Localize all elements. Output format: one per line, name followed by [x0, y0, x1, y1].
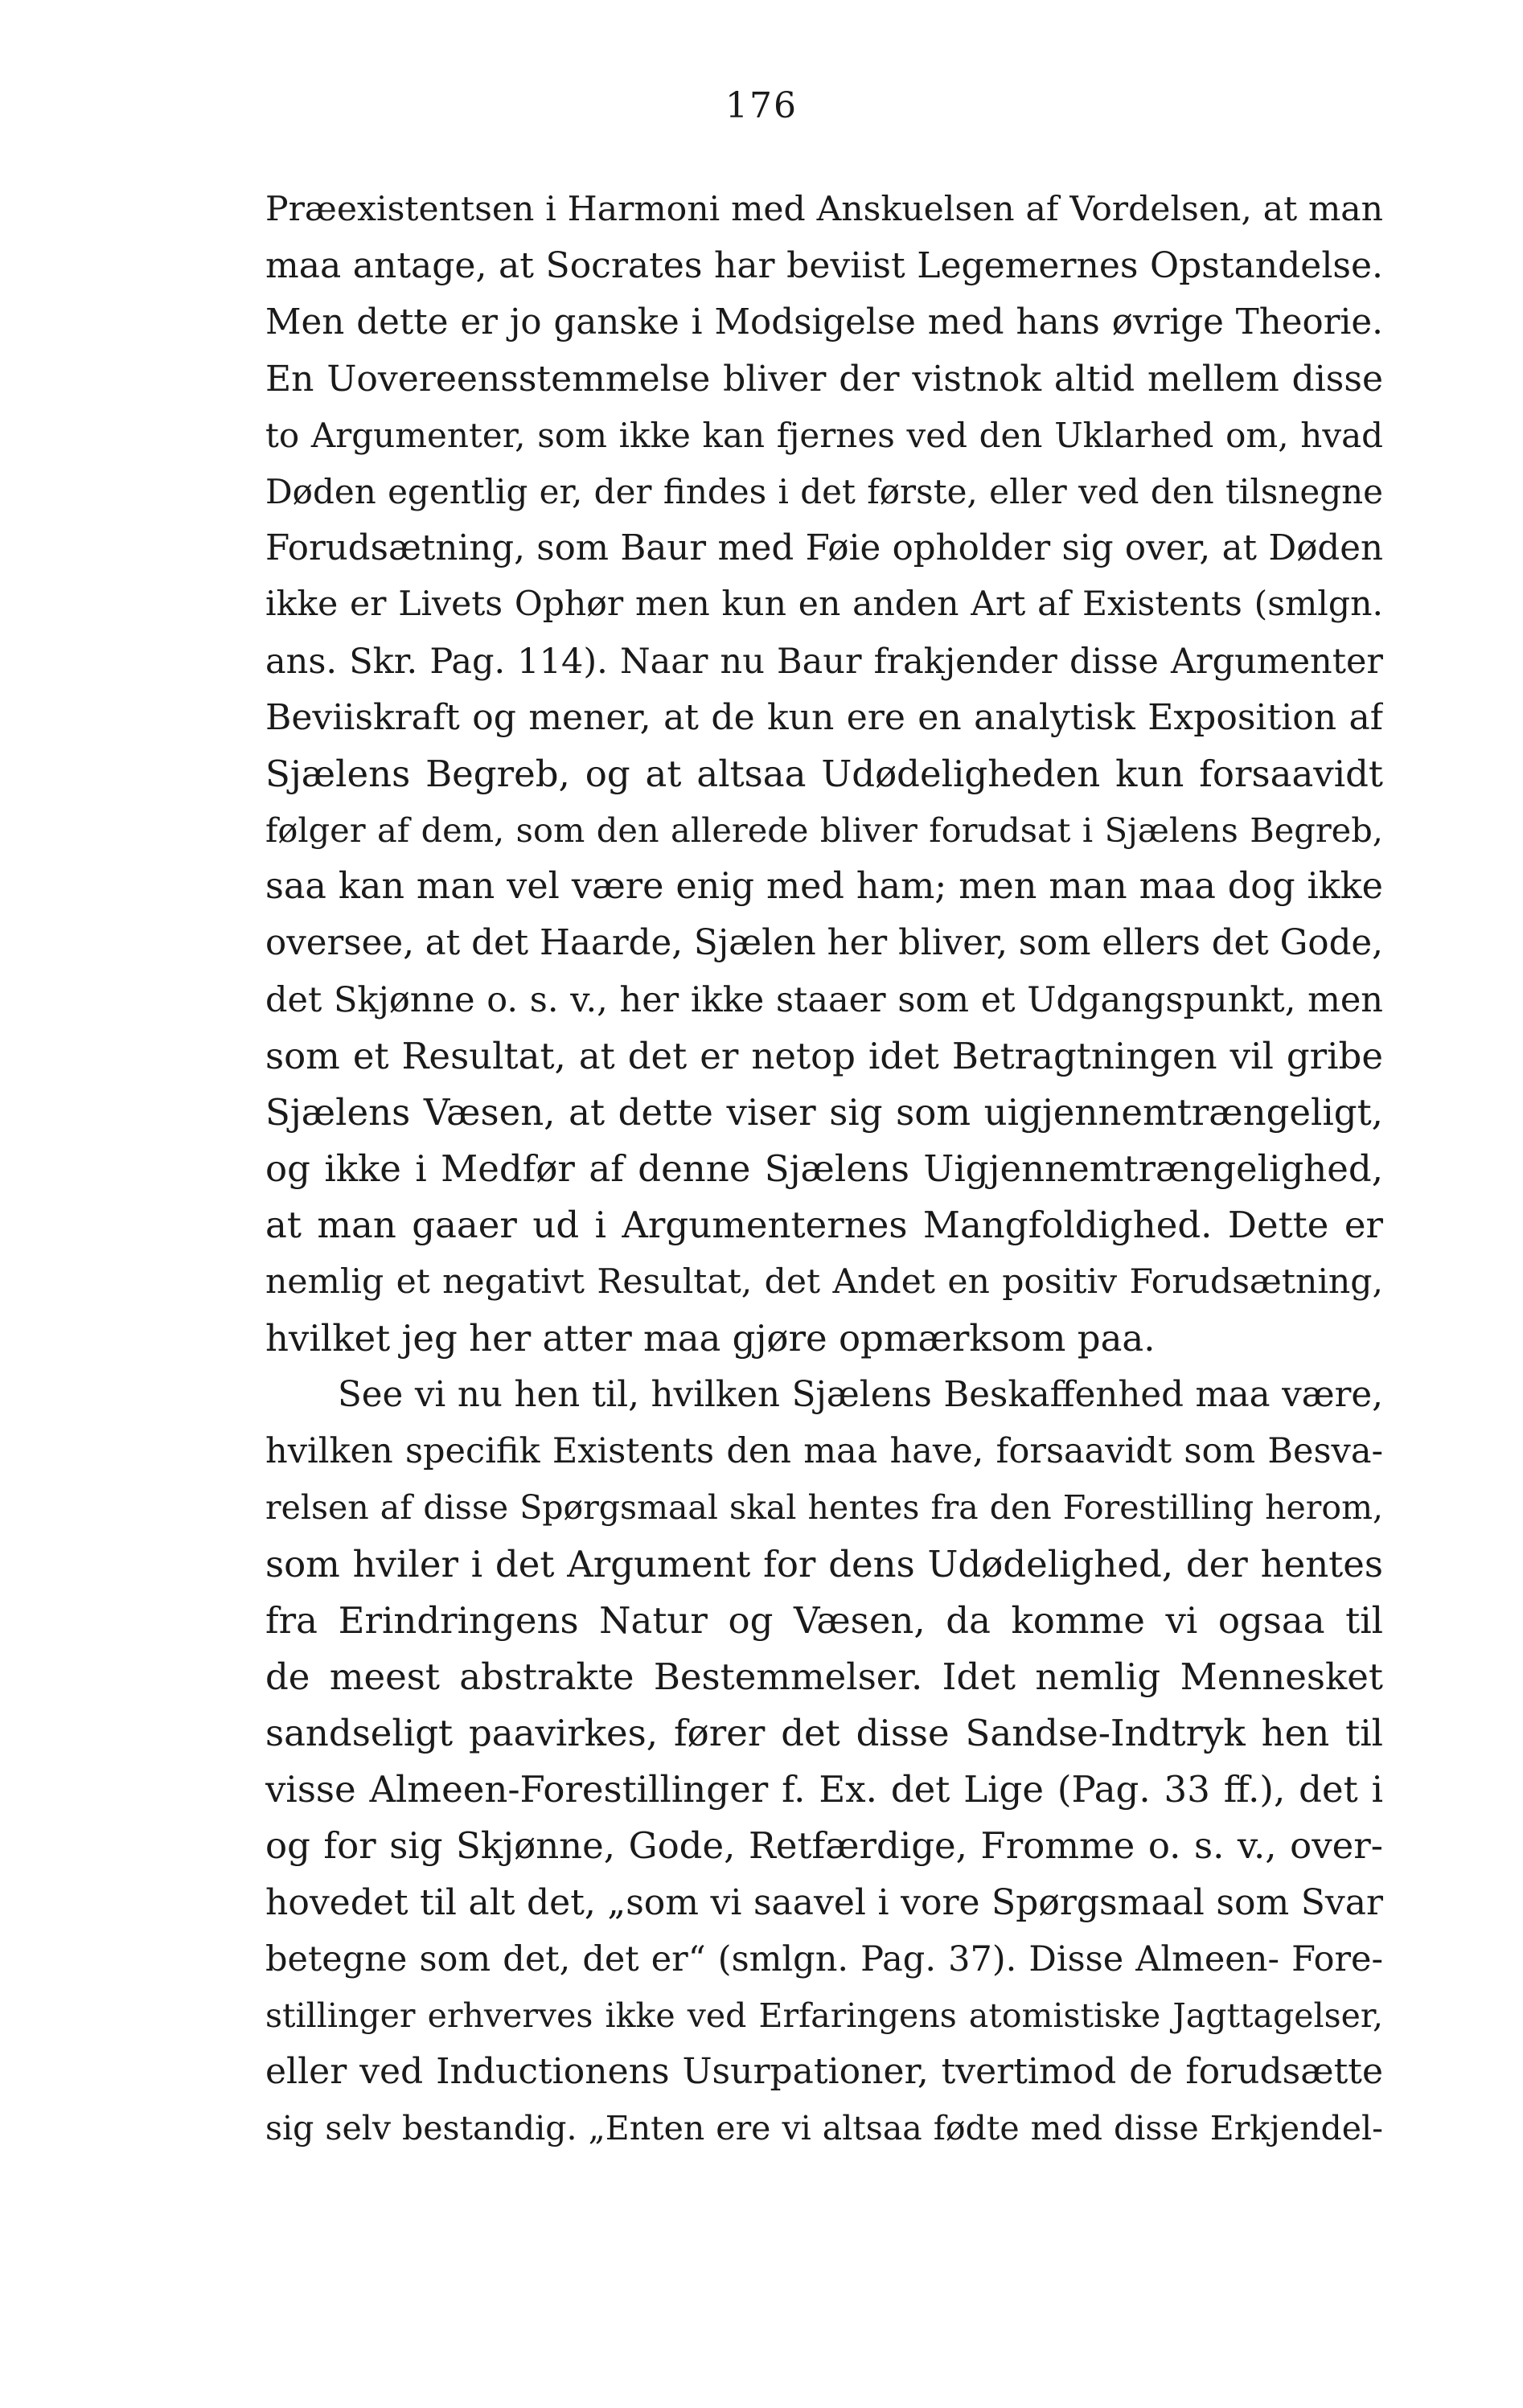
text-line: Beviiskraft og mener, at de kun ere en analytisk Exposition af: [265, 696, 1383, 738]
text-line: En Uovereensstemmelse bliver der vistnok altid mellem disse: [265, 358, 1383, 400]
text-line: hvilken specifik Existents den maa have, forsaavidt som Besva-: [265, 1431, 1383, 1472]
text-line: ans. Skr. Pag. 114). Naar nu Baur frakjender disse Argumenter: [265, 641, 1383, 682]
text-line: følger af dem, som den allerede bliver forudsat i Sjælens Begreb,: [265, 810, 1383, 851]
text-line: at man gaaer ud i Argumenternes Mangfoldighed. Dette er: [265, 1204, 1383, 1247]
text-line: Præexistentsen i Harmoni med Anskuelsen af Vordelsen, at man: [265, 190, 1383, 229]
text-line: Sjælens Væsen, at dette viser sig som uigjennemtrængeligt,: [265, 1091, 1383, 1134]
text-line: visse Almeen-Forestillinger f. Ex. det Lige (Pag. 33 ff.), det i: [265, 1768, 1383, 1811]
text-line: sig selv bestandig. „Enten ere vi altsaa fødte med disse Erkjendel-: [265, 2109, 1383, 2148]
text-line: Sjælens Begreb, og at altsaa Udødeligheden kun forsaavidt: [265, 752, 1383, 795]
text-line: nemlig et negativt Resultat, det Andet en positiv Forudsætning,: [265, 1261, 1383, 1302]
text-line: og ikke i Medfør af denne Sjælens Uigjennemtrængelighed,: [265, 1147, 1383, 1191]
text-line: Men dette er jo ganske i Modsigelse med hans øvrige Theorie.: [265, 302, 1383, 343]
body-text: [265, 182, 1383, 2157]
text-line: maa antage, at Socrates har beviist Legemernes Opstandelse.: [265, 245, 1383, 287]
text-line: fra Erindringens Natur og Væsen, da komme vi ogsaa til: [265, 1598, 1383, 1642]
text-line: Forudsætning, som Baur med Føie opholder sig over, at Døden: [265, 528, 1383, 569]
text-line: relsen af disse Spørgsmaal skal hentes fra den Forestilling herom,: [265, 1488, 1383, 1528]
text-line: Døden egentlig er, der findes i det første, eller ved den tilsnegne: [265, 471, 1383, 511]
paragraph-start-line: See vi nu hen til, hvilken Sjælens Beskaffenhed maa være,: [338, 1374, 1383, 1415]
paragraph-end-line: hvilket jeg her atter maa gjøre opmærksom paa.: [265, 1316, 1156, 1360]
text-line: de meest abstrakte Bestemmelser. Idet nemlig Mennesket: [265, 1655, 1383, 1698]
text-line: ikke er Livets Ophør men kun en anden Art af Existents (smlgn.: [265, 585, 1383, 625]
text-line: som hviler i det Argument for dens Udødelighed, der hentes: [265, 1542, 1383, 1586]
page-number: 176: [725, 85, 798, 126]
text-line: stillinger erhverves ikke ved Erfaringens atomistiske Jagttagelser,: [265, 1996, 1383, 2035]
text-line: som et Resultat, at det er netop idet Betragtningen vil gribe: [265, 1034, 1383, 1077]
text-line: og for sig Skjønne, Gode, Retfærdige, Fromme o. s. v., over-: [265, 1824, 1383, 1868]
text-line: saa kan man vel være enig med ham; men man maa dog ikke: [265, 866, 1383, 908]
text-line: oversee, at det Haarde, Sjælen her bliver, som ellers det Gode,: [265, 923, 1383, 964]
text-line: sandseligt paavirkes, fører det disse Sandse-Indtryk hen til: [265, 1712, 1383, 1755]
text-line: to Argumenter, som ikke kan fjernes ved den Uklarhed om, hvad: [265, 415, 1383, 455]
text-line: betegne som det, det er“ (smlgn. Pag. 37). Disse Almeen- Fore-: [265, 1938, 1383, 1979]
text-line: det Skjønne o. s. v., her ikke staaer som et Udgangspunkt, men: [265, 979, 1383, 1020]
text-line: eller ved Inductionens Usurpationer, tvertimod de forudsætte: [265, 2051, 1383, 2093]
text-line: hovedet til alt det, „som vi saavel i vore Spørgsmaal som Svar: [265, 1881, 1383, 1923]
